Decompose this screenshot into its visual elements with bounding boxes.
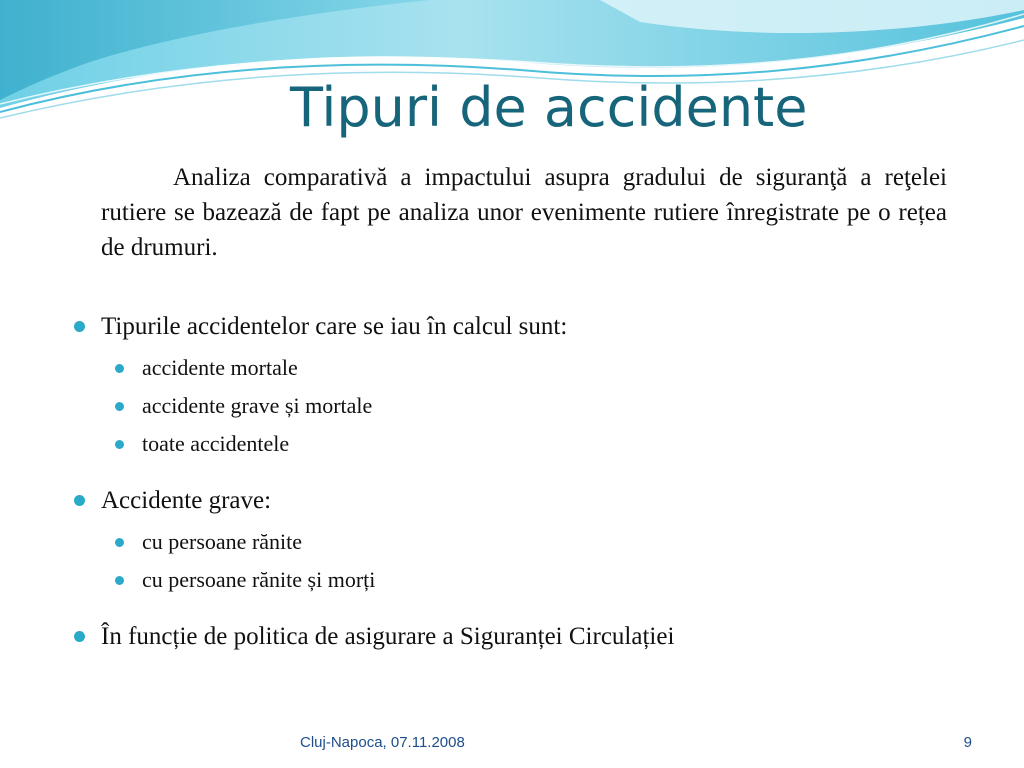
slide-title: Tipuri de accidente xyxy=(290,76,808,139)
bullet-dot-icon xyxy=(115,538,124,547)
bullet-dot-icon xyxy=(74,631,85,642)
bullet-section xyxy=(74,479,974,599)
sub-bullet-item xyxy=(115,349,974,387)
sub-bullet-list xyxy=(74,523,974,599)
bullet-dot-icon xyxy=(74,321,85,332)
bullet-text: Accidente grave: xyxy=(101,487,272,514)
sub-bullet-text: accidente mortale xyxy=(142,355,298,380)
bullet-item xyxy=(74,615,974,659)
intro-paragraph: Analiza comparativă a impactului asupra gradului de siguranţă a reţelei rutiere se bazează de fapt pe analiza unor evenimente rutiere înregistrate pe o rețea de drumuri. xyxy=(101,164,947,261)
bullet-item xyxy=(74,479,974,523)
bullet-dot-icon xyxy=(115,440,124,449)
bullet-dot-icon xyxy=(115,364,124,373)
bullet-list xyxy=(74,305,974,659)
bullet-text: Tipurile accidentelor care se iau în calcul sunt: xyxy=(101,313,568,340)
sub-bullet-text: toate accidentele xyxy=(142,431,290,456)
bullet-text: În funcție de politica de asigurare a Siguranței Circulației xyxy=(101,623,675,650)
sub-bullet-text: accidente grave și mortale xyxy=(142,393,373,418)
bullet-section xyxy=(74,305,974,463)
sub-bullet-list xyxy=(74,349,974,463)
sub-bullet-item xyxy=(115,425,974,463)
bullet-dot-icon xyxy=(115,402,124,411)
sub-bullet-text: cu persoane rănite și morți xyxy=(142,567,376,592)
bullet-section xyxy=(74,615,974,659)
page-number: 9 xyxy=(963,734,972,751)
bullet-dot-icon xyxy=(74,495,85,506)
sub-bullet-text: cu persoane rănite xyxy=(142,529,303,554)
sub-bullet-item xyxy=(115,387,974,425)
bullet-dot-icon xyxy=(115,576,124,585)
sub-bullet-item xyxy=(115,561,974,599)
sub-bullet-item xyxy=(115,523,974,561)
bullet-item xyxy=(74,305,974,349)
footer-date-location: Cluj-Napoca, 07.11.2008 xyxy=(300,734,465,751)
